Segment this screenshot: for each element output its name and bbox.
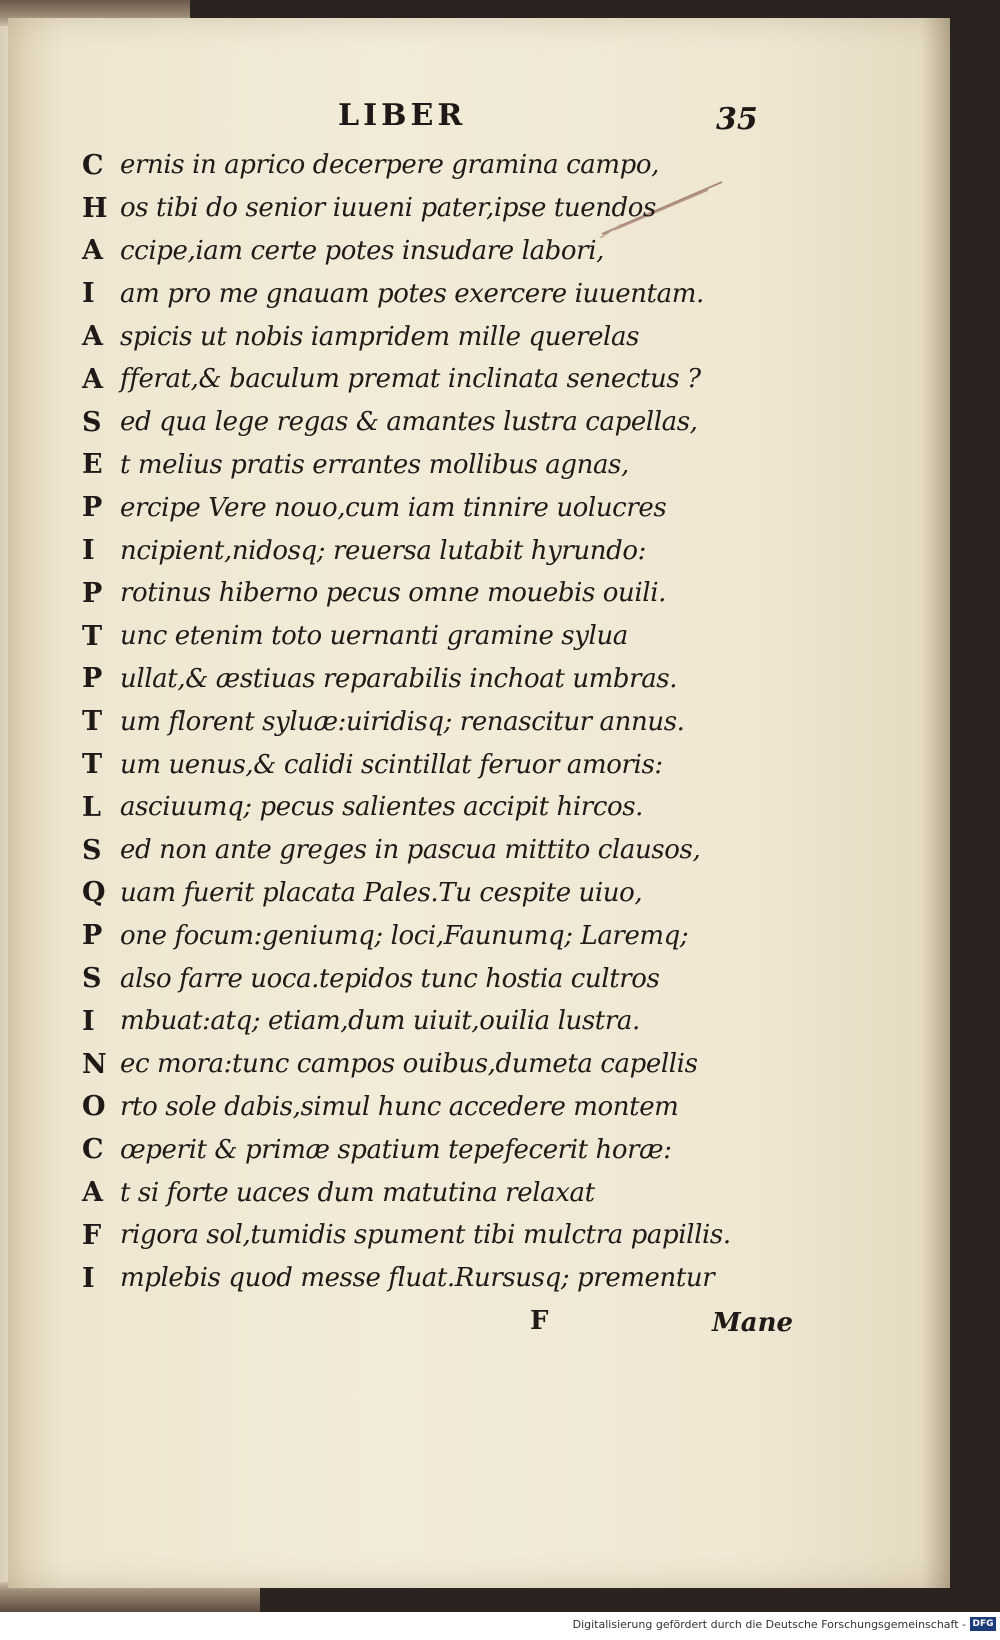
digitization-footer (0, 1612, 1000, 1640)
verse-text: ed non ante greges in pascua mittito clausos, (120, 835, 701, 866)
verse-line (82, 230, 742, 273)
verse-text: um florent syluæ:uiridisq; renascitur annus. (120, 706, 685, 737)
verse-initial: P (82, 492, 103, 524)
verse-text: ec mora:tunc campos ouibus,dumeta capellis (120, 1049, 698, 1080)
verse-initial: N (82, 1048, 107, 1080)
verse-text: ernis in aprico decerpere gramina campo, (120, 150, 660, 181)
verse-initial: H (82, 192, 108, 224)
verse-initial: S (82, 963, 102, 995)
verse-text: asciuumq; pecus salientes accipit hircos. (120, 792, 644, 823)
verse-initial: Q (82, 877, 106, 909)
verse-line (82, 1128, 742, 1171)
verse-text: rotinus hiberno pecus omne mouebis ouili. (120, 578, 666, 609)
verse-block (82, 144, 742, 1300)
verse-text: ercipe Vere nouo,cum iam tinnire uolucres (120, 492, 667, 523)
verse-text: t melius pratis errantes mollibus agnas, (120, 449, 629, 480)
verse-initial: I (82, 1005, 95, 1037)
verse-initial: L (82, 791, 101, 823)
verse-initial: T (82, 706, 103, 738)
verse-initial: C (82, 1134, 104, 1166)
verse-text: œperit & primæ spatium tepefecerit horæ: (120, 1134, 672, 1165)
verse-text: mbuat:atq; etiam,dum uiuit,ouilia lustra. (120, 1006, 640, 1037)
verse-text: uam fuerit placata Pales.Tu cespite uiuo, (120, 877, 643, 908)
verse-initial: A (82, 1177, 103, 1209)
verse-initial: I (82, 535, 95, 567)
verse-text: also farre uoca.tepidos tunc hostia cultros (120, 963, 660, 994)
verse-text: um uenus,& calidi scintillat feruor amoris: (120, 749, 663, 780)
verse-text: rigora sol,tumidis spument tibi mulctra papillis. (120, 1220, 731, 1251)
verse-initial: S (82, 406, 102, 438)
dfg-logo: DFG (970, 1617, 996, 1631)
verse-text: ccipe,iam certe potes insudare labori, (120, 235, 604, 266)
verse-line (82, 401, 742, 444)
book-page (8, 18, 950, 1588)
verse-line (82, 1257, 742, 1300)
verse-text: os tibi do senior iuueni pater,ipse tuendos (120, 193, 656, 224)
verse-initial: P (82, 920, 103, 952)
verse-line (82, 358, 742, 401)
verse-initial: O (82, 1091, 106, 1123)
verse-text: spicis ut nobis iampridem mille querelas (120, 321, 640, 352)
verse-line (82, 187, 742, 230)
verse-initial: A (82, 235, 103, 267)
verse-line (82, 1214, 742, 1257)
verse-line (82, 144, 742, 187)
verse-line (82, 1000, 742, 1043)
verse-line (82, 315, 742, 358)
verse-line (82, 743, 742, 786)
verse-initial: E (82, 449, 103, 481)
verse-text: mplebis quod messe fluat.Rursusq; prementur (120, 1263, 715, 1294)
verse-line (82, 658, 742, 701)
catchword: Mane (712, 1308, 794, 1338)
verse-initial: C (82, 149, 104, 181)
verse-line (82, 615, 742, 658)
verse-initial: T (82, 749, 103, 781)
verse-initial: T (82, 620, 103, 652)
verse-line (82, 1086, 742, 1129)
funding-credit: Digitalisierung gefördert durch die Deutsche Forschungsgemeinschaft - (572, 1618, 966, 1631)
verse-line (82, 829, 742, 872)
verse-line (82, 1043, 742, 1086)
verse-line (82, 957, 742, 1000)
verse-initial: F (82, 1219, 102, 1251)
verse-initial: A (82, 321, 103, 353)
verse-initial: I (82, 278, 95, 310)
verse-text: am pro me gnauam potes exercere iuuentam. (120, 278, 704, 309)
verse-initial: A (82, 363, 103, 395)
verse-text: rto sole dabis,simul hunc accedere montem (120, 1091, 679, 1122)
verse-text: ullat,& æstiuas reparabilis inchoat umbras. (120, 663, 678, 694)
verse-initial: P (82, 663, 103, 695)
verse-text: unc etenim toto uernanti gramine sylua (120, 621, 628, 652)
verse-line (82, 700, 742, 743)
verse-text: ncipient,nidosq; reuersa lutabit hyrundo: (120, 535, 646, 566)
verse-initial: P (82, 577, 103, 609)
verse-line (82, 529, 742, 572)
verse-text: t si forte uaces dum matutina relaxat (120, 1177, 595, 1208)
verse-line (82, 444, 742, 487)
verse-text: one focum:geniumq; loci,Faunumq; Laremq; (120, 920, 689, 951)
running-head: LIBER (338, 98, 467, 133)
verse-line (82, 272, 742, 315)
verse-line (82, 914, 742, 957)
verse-line (82, 486, 742, 529)
verse-initial: I (82, 1262, 95, 1294)
verse-line (82, 572, 742, 615)
gathering-signature: F (530, 1306, 549, 1336)
verse-initial: S (82, 834, 102, 866)
verse-line (82, 872, 742, 915)
verse-line (82, 786, 742, 829)
verse-line (82, 1171, 742, 1214)
page-number: 35 (716, 102, 758, 137)
verse-text: ed qua lege regas & amantes lustra capellas, (120, 407, 698, 438)
verse-text: fferat,& baculum premat inclinata senectus ? (120, 364, 701, 395)
